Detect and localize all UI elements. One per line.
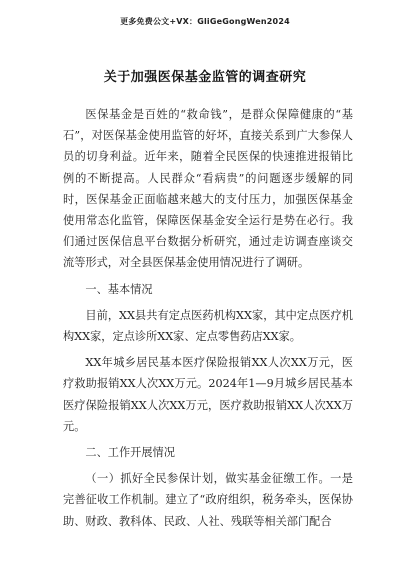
paragraph-intro: 医保基金是百姓的“救命钱”，是群众保障健康的“基石”，对医保基金使用监管的好坏，直接关系到广大参保人员的切身利益。近年来，随着全民医保的快速推进报销比例的不断提高。人民群众“看病贵”的问题逐步缓解的同时，医保基金正面临越来越大的支付压力，加强医保基金使用常态化监管，保障医保基金安全运行是势在必行。我们通过医保信息平台数据分析研究，通过走访调查座谈交流等形式，对全县医保基金使用情况进行了调研。 xyxy=(63,108,353,270)
document-title: 关于加强医保基金监管的调查研究 xyxy=(103,70,307,85)
section-heading-work: 二、工作开展情况 xyxy=(85,446,175,460)
section-heading-basic: 一、基本情况 xyxy=(85,282,153,296)
document-body xyxy=(63,104,353,537)
paragraph-reimbursement: XX年城乡居民基本医疗保险报销XX人次XX万元，医疗救助报销XX人次XX万元。2024年1—9月城乡居民基本医疗保险报销XX人次XX万元，医疗救助报销XX人次XX万元。 xyxy=(63,356,353,433)
paragraph-institutions: 目前，XX县共有定点医药机构XX家，其中定点医疗机构XX家，定点诊所XX家、定点零售药店XX家。 xyxy=(63,308,353,344)
header-note: 更多免费公文+VX：GliGeGongWen2024 xyxy=(120,17,290,26)
paragraph-work-1: （一）抓好全民参保计划，做实基金征缴工作。一是完善征收工作机制。建立了“政府组织，税务牵头，医保协助、财政、教科体、民政、人社、残联等相关部门配合 xyxy=(63,472,353,528)
